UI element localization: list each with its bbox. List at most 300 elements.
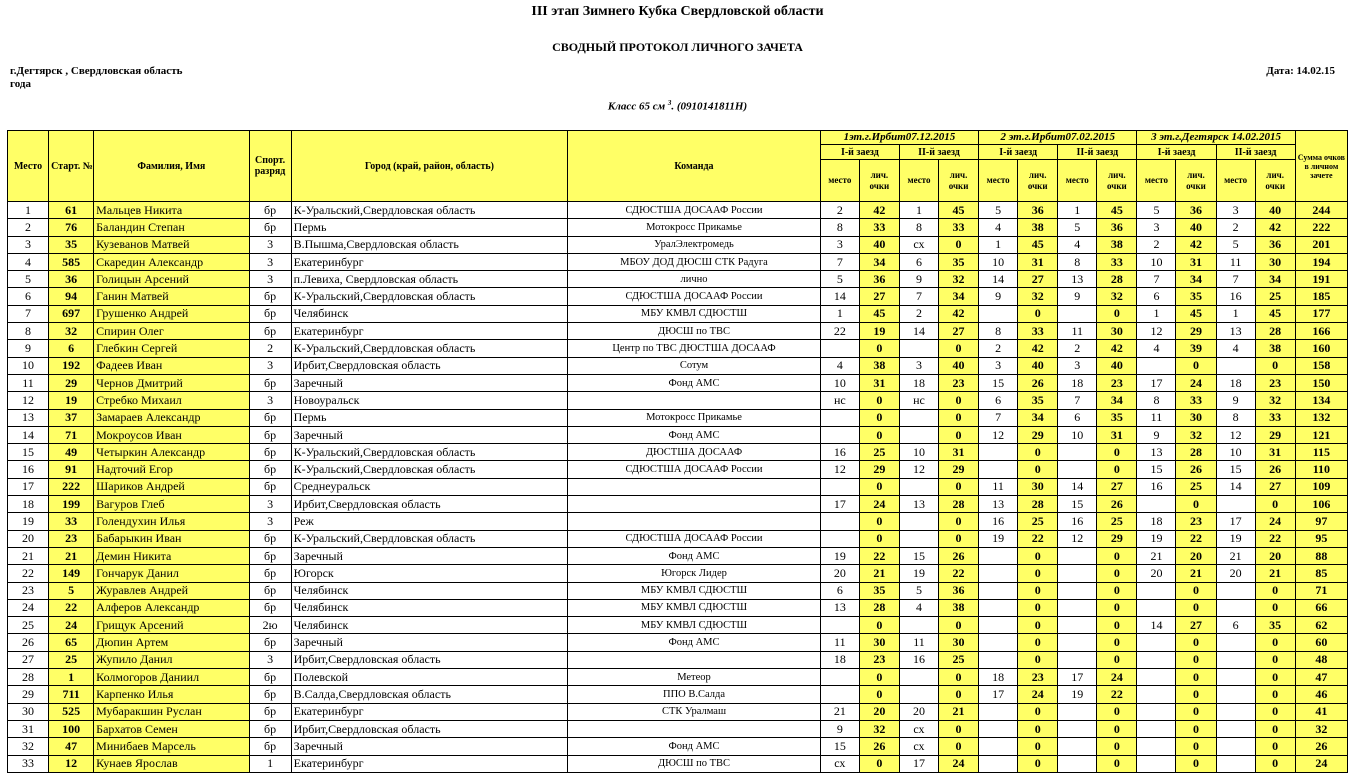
cell-s1r1-pos [820, 669, 859, 686]
cell-s2r1-pos [979, 444, 1018, 461]
cell-s3r1-pts: 24 [1176, 374, 1216, 391]
cell-s2r1-pos [979, 582, 1018, 599]
cell-place: 8 [8, 323, 49, 340]
cell-s2r2-pts: 0 [1097, 720, 1137, 737]
cell-city: Югорск [291, 565, 568, 582]
col-pts: лич. очки [1097, 160, 1137, 202]
cell-s1r1-pos: 7 [820, 253, 859, 270]
cell-place: 20 [8, 530, 49, 547]
cell-s2r1-pts: 0 [1018, 617, 1058, 634]
table-row [8, 582, 1348, 599]
cell-s3r1-pos [1137, 651, 1176, 668]
cell-s2r2-pts: 42 [1097, 340, 1137, 357]
cell-name: Стребко Михаил [94, 392, 249, 409]
cell-s2r1-pos: 10 [979, 253, 1018, 270]
cell-s1r2-pts: 36 [939, 582, 979, 599]
cell-s2r2-pos [1058, 599, 1097, 616]
col-place: Место [8, 131, 49, 202]
cell-s3r1-pos: 4 [1137, 340, 1176, 357]
cell-s1r2-pos [899, 409, 938, 426]
cell-start-number: 149 [49, 565, 94, 582]
cell-start-number: 192 [49, 357, 94, 374]
cell-s3r1-pos [1137, 357, 1176, 374]
table-row [8, 340, 1348, 357]
cell-s1r2-pos [899, 513, 938, 530]
cell-start-number: 199 [49, 496, 94, 513]
cell-s3r2-pos: 21 [1216, 547, 1255, 564]
cell-rank: бр [249, 720, 291, 737]
cell-s3r1-pts: 31 [1176, 253, 1216, 270]
cell-rank: бр [249, 202, 291, 219]
cell-total: 158 [1295, 357, 1347, 374]
cell-s1r1-pos: 21 [820, 703, 859, 720]
cell-s2r2-pos [1058, 305, 1097, 322]
cell-name: Надточий Егор [94, 461, 249, 478]
cell-rank: бр [249, 305, 291, 322]
cell-name: Бабарыкин Иван [94, 530, 249, 547]
cell-rank: бр [249, 288, 291, 305]
cell-place: 33 [8, 755, 49, 772]
cell-s1r2-pos: нс [899, 392, 938, 409]
cell-place: 3 [8, 236, 49, 253]
cell-rank: 3 [249, 651, 291, 668]
cell-s1r2-pos: 7 [899, 288, 938, 305]
cell-s1r1-pts: 25 [859, 444, 899, 461]
cell-team: СДЮСТША ДОСААФ России [568, 530, 821, 547]
cell-s3r2-pts: 0 [1255, 496, 1295, 513]
cell-s3r1-pts: 28 [1176, 444, 1216, 461]
cell-s3r1-pos: 2 [1137, 236, 1176, 253]
cell-rank: 1 [249, 755, 291, 772]
table-row [8, 634, 1348, 651]
table-row [8, 530, 1348, 547]
table-row [8, 323, 1348, 340]
table-row [8, 444, 1348, 461]
cell-name: Спирин Олег [94, 323, 249, 340]
cell-s3r2-pts: 32 [1255, 392, 1295, 409]
class-label [0, 99, 1355, 113]
cell-s1r2-pts: 31 [939, 444, 979, 461]
table-row [8, 651, 1348, 668]
cell-place: 17 [8, 478, 49, 495]
cell-s1r2-pts: 45 [939, 202, 979, 219]
cell-s2r2-pts: 0 [1097, 634, 1137, 651]
cell-s3r1-pos [1137, 582, 1176, 599]
cell-s3r2-pts: 21 [1255, 565, 1295, 582]
cell-s1r2-pos: 2 [899, 305, 938, 322]
cell-start-number: 585 [49, 253, 94, 270]
cell-s1r2-pts: 28 [939, 496, 979, 513]
cell-s1r2-pos: 17 [899, 755, 938, 772]
cell-s3r1-pts: 26 [1176, 461, 1216, 478]
cell-s2r2-pts: 25 [1097, 513, 1137, 530]
cell-s1r1-pos: 1 [820, 305, 859, 322]
cell-s3r1-pos [1137, 755, 1176, 772]
cell-team [568, 478, 821, 495]
cell-s3r2-pos: 13 [1216, 323, 1255, 340]
cell-s2r1-pos: 16 [979, 513, 1018, 530]
cell-s2r2-pts: 31 [1097, 426, 1137, 443]
cell-s1r1-pts: 29 [859, 461, 899, 478]
cell-s1r2-pos: 1 [899, 202, 938, 219]
cell-s3r1-pts: 30 [1176, 409, 1216, 426]
cell-s2r1-pos: 11 [979, 478, 1018, 495]
cell-s1r2-pts: 27 [939, 323, 979, 340]
cell-s1r2-pts: 21 [939, 703, 979, 720]
cell-s3r1-pos [1137, 634, 1176, 651]
cell-team: УралЭлектромедь [568, 236, 821, 253]
cell-s1r1-pos: 20 [820, 565, 859, 582]
cell-s2r2-pts: 0 [1097, 582, 1137, 599]
cell-s3r2-pos [1216, 582, 1255, 599]
table-row [8, 409, 1348, 426]
cell-rank: 3 [249, 357, 291, 374]
cell-start-number: 222 [49, 478, 94, 495]
cell-city: К-Уральский,Свердловская область [291, 530, 568, 547]
table-row [8, 599, 1348, 616]
venue-line-2: года [10, 78, 31, 90]
cell-place: 19 [8, 513, 49, 530]
cell-s1r1-pts: 0 [859, 755, 899, 772]
cell-name: Ганин Матвей [94, 288, 249, 305]
cell-s2r2-pos: 1 [1058, 202, 1097, 219]
cell-team: Фонд АМС [568, 547, 821, 564]
cell-team [568, 392, 821, 409]
cell-total: 185 [1295, 288, 1347, 305]
cell-s2r2-pts: 0 [1097, 617, 1137, 634]
cell-s2r2-pts: 32 [1097, 288, 1137, 305]
cell-name: Бархатов Семен [94, 720, 249, 737]
cell-start-number: 6 [49, 340, 94, 357]
cell-s2r2-pts: 36 [1097, 219, 1137, 236]
cell-s2r1-pts: 42 [1018, 340, 1058, 357]
cell-team: СДЮСТША ДОСААФ России [568, 461, 821, 478]
event-date: Дата: 14.02.15 [1266, 65, 1335, 77]
cell-s1r1-pts: 45 [859, 305, 899, 322]
cell-team: Югорск Лидер [568, 565, 821, 582]
cell-s2r1-pos [979, 565, 1018, 582]
cell-s2r1-pts: 35 [1018, 392, 1058, 409]
col-team: Команда [568, 131, 821, 202]
cell-team: МБУ КМВЛ СДЮСТШ [568, 305, 821, 322]
cell-s1r2-pts: 25 [939, 651, 979, 668]
cell-team [568, 513, 821, 530]
cell-team: Фонд АМС [568, 738, 821, 755]
cell-place: 4 [8, 253, 49, 270]
table-row [8, 547, 1348, 564]
cell-s3r1-pts: 0 [1176, 738, 1216, 755]
col-pts: лич. очки [1176, 160, 1216, 202]
cell-s3r1-pos: 6 [1137, 288, 1176, 305]
cell-s1r1-pos: 11 [820, 634, 859, 651]
cell-s1r2-pos: 12 [899, 461, 938, 478]
cell-start-number: 49 [49, 444, 94, 461]
cell-s3r2-pts: 40 [1255, 202, 1295, 219]
cell-total: 62 [1295, 617, 1347, 634]
col-pos: место [899, 160, 938, 202]
col-stage1: 1эт.г.Ирбит07.12.2015 [820, 131, 978, 145]
cell-s1r1-pts: 24 [859, 496, 899, 513]
cell-s2r1-pos: 2 [979, 340, 1018, 357]
cell-s2r2-pos [1058, 703, 1097, 720]
cell-s3r2-pts: 24 [1255, 513, 1295, 530]
col-stage3: 3 эт.г.Дегтярск 14.02.2015 [1137, 131, 1295, 145]
cell-s2r2-pts: 45 [1097, 202, 1137, 219]
cell-s3r2-pos: 2 [1216, 219, 1255, 236]
cell-s1r2-pts: 0 [939, 513, 979, 530]
cell-s3r2-pts: 31 [1255, 444, 1295, 461]
cell-s2r1-pos: 18 [979, 669, 1018, 686]
cell-s3r2-pts: 45 [1255, 305, 1295, 322]
table-row [8, 305, 1348, 322]
cell-start-number: 76 [49, 219, 94, 236]
cell-s3r2-pos [1216, 496, 1255, 513]
cell-s2r2-pts: 0 [1097, 547, 1137, 564]
cell-s1r1-pts: 34 [859, 253, 899, 270]
cell-start-number: 65 [49, 634, 94, 651]
cell-s2r2-pos: 14 [1058, 478, 1097, 495]
table-row [8, 738, 1348, 755]
cell-s2r1-pts: 0 [1018, 703, 1058, 720]
cell-team: Фонд АМС [568, 374, 821, 391]
cell-s2r1-pts: 0 [1018, 461, 1058, 478]
cell-s2r1-pts: 22 [1018, 530, 1058, 547]
cell-s2r2-pos: 7 [1058, 392, 1097, 409]
cell-s3r2-pos: 8 [1216, 409, 1255, 426]
cell-s1r1-pts: 27 [859, 288, 899, 305]
cell-s1r1-pts: 33 [859, 219, 899, 236]
cell-s3r2-pts: 34 [1255, 271, 1295, 288]
cell-s1r2-pts: 0 [939, 720, 979, 737]
cell-s1r1-pos: сх [820, 755, 859, 772]
cell-s1r1-pos [820, 340, 859, 357]
cell-s1r1-pos [820, 686, 859, 703]
cell-s3r1-pts: 0 [1176, 651, 1216, 668]
cell-s1r2-pts: 33 [939, 219, 979, 236]
cell-s2r1-pts: 36 [1018, 202, 1058, 219]
cell-rank: бр [249, 219, 291, 236]
cell-total: 85 [1295, 565, 1347, 582]
cell-name: Скаредин Александр [94, 253, 249, 270]
cell-s1r2-pts: 0 [939, 409, 979, 426]
cell-total: 201 [1295, 236, 1347, 253]
col-pts: лич. очки [1255, 160, 1295, 202]
cell-s1r2-pts: 38 [939, 599, 979, 616]
cell-city: К-Уральский,Свердловская область [291, 461, 568, 478]
cell-s3r2-pts: 0 [1255, 651, 1295, 668]
cell-s1r2-pts: 35 [939, 253, 979, 270]
cell-place: 12 [8, 392, 49, 409]
cell-name: Баландин Степан [94, 219, 249, 236]
cell-city: Ирбит,Свердловская область [291, 357, 568, 374]
cell-s3r2-pos [1216, 738, 1255, 755]
cell-s3r1-pts: 40 [1176, 219, 1216, 236]
cell-city: Заречный [291, 738, 568, 755]
cell-s3r2-pos: 19 [1216, 530, 1255, 547]
cell-s2r1-pos: 1 [979, 236, 1018, 253]
cell-start-number: 32 [49, 323, 94, 340]
cell-city: Екатеринбург [291, 703, 568, 720]
cell-s2r1-pts: 23 [1018, 669, 1058, 686]
cell-total: 71 [1295, 582, 1347, 599]
cell-start-number: 5 [49, 582, 94, 599]
cell-s3r2-pos: 5 [1216, 236, 1255, 253]
cell-s2r1-pts: 40 [1018, 357, 1058, 374]
cell-team [568, 496, 821, 513]
cell-total: 191 [1295, 271, 1347, 288]
results-table [7, 130, 1348, 773]
cell-s3r1-pos: 11 [1137, 409, 1176, 426]
cell-s1r2-pos [899, 617, 938, 634]
cell-city: Заречный [291, 634, 568, 651]
cell-s1r2-pos [899, 340, 938, 357]
cell-s2r1-pts: 0 [1018, 565, 1058, 582]
cell-s3r1-pos: 12 [1137, 323, 1176, 340]
cell-s1r1-pts: 23 [859, 651, 899, 668]
cell-s3r1-pos: 13 [1137, 444, 1176, 461]
cell-s1r2-pts: 22 [939, 565, 979, 582]
cell-s3r2-pos: 12 [1216, 426, 1255, 443]
cell-place: 24 [8, 599, 49, 616]
cell-start-number: 91 [49, 461, 94, 478]
cell-s3r2-pos: 20 [1216, 565, 1255, 582]
cell-s1r1-pos: 15 [820, 738, 859, 755]
cell-team: ДЮСШ по ТВС [568, 755, 821, 772]
cell-s1r1-pts: 42 [859, 202, 899, 219]
cell-s2r2-pos: 3 [1058, 357, 1097, 374]
cell-s3r1-pts: 25 [1176, 478, 1216, 495]
cell-rank: бр [249, 426, 291, 443]
cell-total: 110 [1295, 461, 1347, 478]
cell-city: К-Уральский,Свердловская область [291, 444, 568, 461]
cell-s3r2-pts: 22 [1255, 530, 1295, 547]
cell-name: Фадеев Иван [94, 357, 249, 374]
cell-s2r1-pos [979, 305, 1018, 322]
cell-start-number: 1 [49, 669, 94, 686]
cell-start-number: 23 [49, 530, 94, 547]
table-row [8, 461, 1348, 478]
cell-city: Пермь [291, 409, 568, 426]
cell-s2r1-pts: 29 [1018, 426, 1058, 443]
cell-s1r1-pos: 9 [820, 720, 859, 737]
cell-s1r1-pts: 0 [859, 686, 899, 703]
cell-s3r2-pts: 20 [1255, 547, 1295, 564]
cell-s3r1-pos: 19 [1137, 530, 1176, 547]
cell-city: Новоуральск [291, 392, 568, 409]
cell-s1r2-pos: 20 [899, 703, 938, 720]
cell-s1r1-pts: 0 [859, 530, 899, 547]
cell-s2r2-pos: 12 [1058, 530, 1097, 547]
col-city: Город (край, район, область) [291, 131, 568, 202]
cell-place: 29 [8, 686, 49, 703]
table-row [8, 496, 1348, 513]
cell-s2r2-pts: 0 [1097, 755, 1137, 772]
col-pos: место [1137, 160, 1176, 202]
cell-team: ДЮСТША ДОСААФ [568, 444, 821, 461]
cell-s1r2-pos [899, 426, 938, 443]
cell-s3r1-pos: 16 [1137, 478, 1176, 495]
cell-rank: бр [249, 530, 291, 547]
cell-s3r2-pos: 17 [1216, 513, 1255, 530]
cell-s3r2-pos: 1 [1216, 305, 1255, 322]
cell-start-number: 71 [49, 426, 94, 443]
table-row [8, 686, 1348, 703]
col-pts: лич. очки [939, 160, 979, 202]
cell-name: Глебкин Сергей [94, 340, 249, 357]
cell-total: 24 [1295, 755, 1347, 772]
cell-city: Среднеуральск [291, 478, 568, 495]
cell-team: МБУ КМВЛ СДЮСТШ [568, 599, 821, 616]
cell-team [568, 720, 821, 737]
cell-start-number: 22 [49, 599, 94, 616]
cell-s2r2-pos [1058, 461, 1097, 478]
cell-s1r1-pts: 36 [859, 271, 899, 288]
cell-s1r1-pts: 31 [859, 374, 899, 391]
cell-s1r1-pos: 16 [820, 444, 859, 461]
cell-s1r1-pos: 10 [820, 374, 859, 391]
cell-s3r1-pos: 5 [1137, 202, 1176, 219]
cell-s2r1-pts: 0 [1018, 634, 1058, 651]
cell-total: 106 [1295, 496, 1347, 513]
cell-s1r1-pts: 32 [859, 720, 899, 737]
cell-s3r2-pts: 28 [1255, 323, 1295, 340]
cell-s1r2-pos: 11 [899, 634, 938, 651]
cell-s3r2-pos [1216, 634, 1255, 651]
cell-start-number: 36 [49, 271, 94, 288]
cell-s3r2-pos: 14 [1216, 478, 1255, 495]
cell-s3r1-pos [1137, 720, 1176, 737]
cell-s1r1-pos: 18 [820, 651, 859, 668]
cell-s1r2-pts: 30 [939, 634, 979, 651]
cell-s3r2-pos [1216, 651, 1255, 668]
cell-s1r2-pts: 23 [939, 374, 979, 391]
cell-city: Челябинск [291, 599, 568, 616]
cell-s2r2-pts: 0 [1097, 738, 1137, 755]
cell-s1r2-pts: 26 [939, 547, 979, 564]
cell-s1r2-pos: 8 [899, 219, 938, 236]
cell-city: Челябинск [291, 582, 568, 599]
cell-city: Заречный [291, 547, 568, 564]
cell-s1r2-pos: 5 [899, 582, 938, 599]
cell-s2r1-pts: 28 [1018, 496, 1058, 513]
cell-rank: 3 [249, 496, 291, 513]
cell-city: Ирбит,Свердловская область [291, 496, 568, 513]
cell-s2r2-pts: 0 [1097, 703, 1137, 720]
cell-place: 16 [8, 461, 49, 478]
cell-s1r1-pos: 8 [820, 219, 859, 236]
cell-city: Ирбит,Свердловская область [291, 651, 568, 668]
cell-s3r2-pts: 27 [1255, 478, 1295, 495]
cell-team: МБУ КМВЛ СДЮСТШ [568, 617, 821, 634]
cell-s2r2-pos: 18 [1058, 374, 1097, 391]
cell-total: 32 [1295, 720, 1347, 737]
cell-s3r2-pos: 15 [1216, 461, 1255, 478]
cell-s3r2-pts: 0 [1255, 582, 1295, 599]
cell-s2r1-pts: 25 [1018, 513, 1058, 530]
cell-s1r2-pts: 40 [939, 357, 979, 374]
cell-place: 14 [8, 426, 49, 443]
cell-s1r2-pts: 42 [939, 305, 979, 322]
cell-s1r1-pts: 35 [859, 582, 899, 599]
cell-total: 166 [1295, 323, 1347, 340]
cell-total: 121 [1295, 426, 1347, 443]
cell-s2r2-pts: 0 [1097, 651, 1137, 668]
cell-s3r1-pts: 0 [1176, 357, 1216, 374]
cell-team: МБУ КМВЛ СДЮСТШ [568, 582, 821, 599]
cell-s2r1-pos: 14 [979, 271, 1018, 288]
cell-s3r2-pts: 0 [1255, 357, 1295, 374]
cell-s3r2-pos: 10 [1216, 444, 1255, 461]
